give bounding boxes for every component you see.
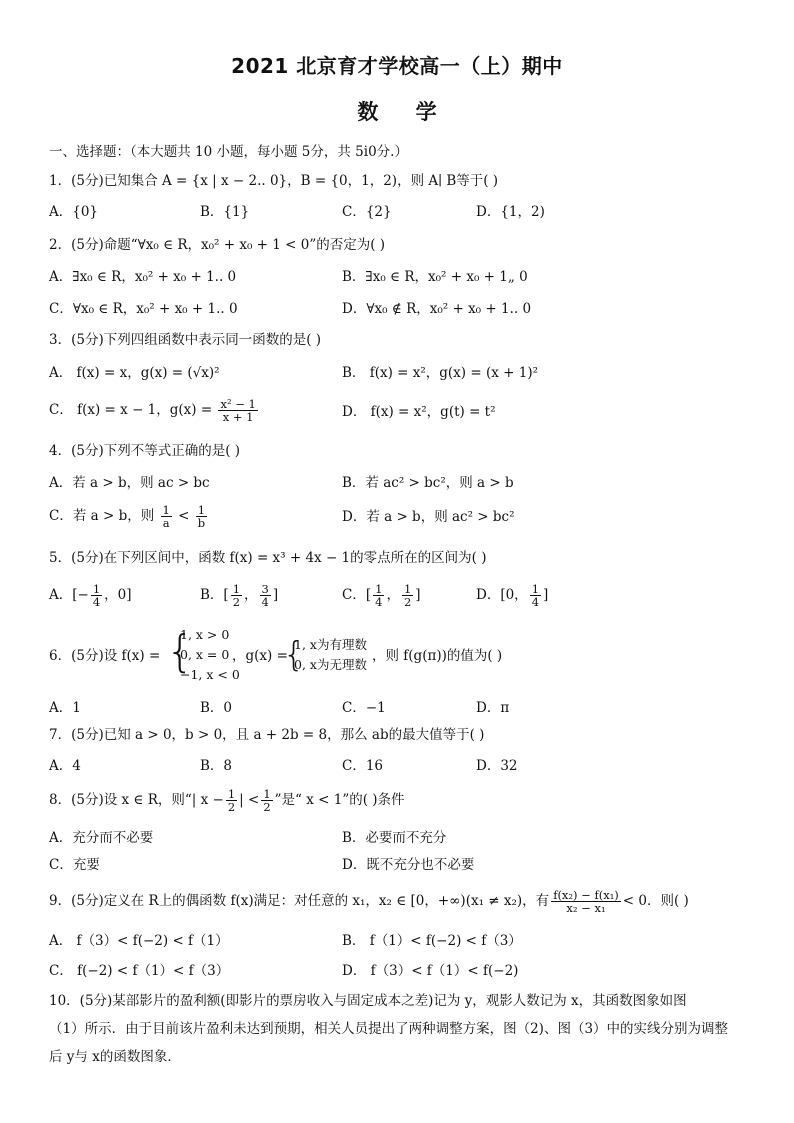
question-2-option-b: B．∃x₀ ∈ R，x₀² + x₀ + 1„ 0 — [342, 269, 528, 285]
question-8-option-c: C．充要 — [49, 857, 100, 873]
question-6-option-a: A．1 — [49, 700, 81, 716]
question-2-option-d: D．∀x₀ ∉ R，x₀² + x₀ + 1.. 0 — [342, 301, 532, 317]
fraction: $\frac{3}{4}$ — [261, 582, 269, 609]
question-9-option-d: D． f（3）< f（1）< f(−2) — [342, 963, 519, 979]
subject-heading: 数 学 — [357, 100, 437, 124]
question-4-option-c: C．若 a > b，则 $\frac{1}{a}$ < $\frac{1}{b}$ — [49, 503, 206, 530]
question-5-option-d: D．[0， $\frac{1}{4}$ ] — [476, 582, 549, 609]
question-4-option-d: D．若 a > b，则 ac² > bc² — [342, 509, 515, 525]
question-6-option-b: B．0 — [200, 700, 233, 716]
left-brace: { — [283, 635, 305, 675]
question-5-stem: 5．(5分)在下列区间中，函数 f(x) = x³ + 4x − 1的零点所在的区间为( ) — [49, 550, 487, 566]
question-9-option-b: B． f（1）< f(−2) < f（3） — [342, 933, 522, 949]
fraction: $\frac{1}{b}$ — [197, 503, 206, 530]
question-5-option-b: B．[ $\frac{1}{2}$ ， $\frac{3}{4}$ ] — [200, 582, 279, 609]
question-3-stem: 3．(5分)下列四组函数中表示同一函数的是( ) — [49, 332, 322, 348]
question-3-option-b: B． f(x) = x²，g(x) = (x + 1)² — [342, 365, 539, 381]
question-6-option-c: C．−1 — [342, 700, 386, 716]
question-6-option-d: D．π — [476, 700, 510, 716]
question-4-option-a: A．若 a > b，则 ac > bc — [49, 475, 210, 491]
question-10-line-3: 后 y与 x的函数图象． — [49, 1049, 181, 1065]
question-10-line-2: （1）所示．由于目前该片盈利未达到预期，相关人员提出了两种调整方案，图（2)、图（3）中的实线分别为调整 — [49, 1021, 729, 1037]
question-1-stem: 1．(5分)已知集合 A = {x | x − 2.. 0}，B = {0，1，2)，则 A∣ B等于( ) — [49, 173, 499, 189]
question-7-option-d: D．32 — [476, 758, 518, 774]
question-8-stem: 8．(5分)设 x ∈ R，则“| x − $\frac{1}{2}$ | < $\frac{1}{2}$ ”是“ x < 1”的( )条件 — [49, 787, 405, 814]
question-9-stem: 9．(5分)定义在 R上的偶函数 f(x)满足：对任意的 x₁，x₂ ∈ [0，+∞)(x₁ ≠ x₂)，有 $\frac{\text{f(x₂) − f(x₁)}}{\text{x₂ − x₁}}$ < 0．则( ) — [49, 888, 689, 915]
fraction: $\frac{1}{4}$ — [375, 582, 383, 609]
question-1-option-b: B．{1} — [200, 204, 250, 220]
question-4-stem: 4．(5分)下列不等式正确的是( ) — [49, 443, 241, 459]
fraction: $\frac{1}{4}$ — [531, 582, 540, 609]
question-6-suffix: ，则 f(g(π))的值为( ) — [372, 648, 503, 664]
question-2-option-a: A．∃x₀ ∈ R，x₀² + x₀ + 1.. 0 — [49, 269, 237, 285]
section-heading: 一、选择题：（本大题共 10 小题，每小题 5分，共 5i0分.） — [49, 144, 408, 160]
question-6-prefix: 6．(5分)设 f(x) = — [49, 648, 161, 664]
question-7-option-b: B．8 — [200, 758, 233, 774]
question-8-option-d: D．既不充分也不必要 — [342, 857, 475, 873]
question-7-option-c: C．16 — [342, 758, 384, 774]
question-2-option-c: C．∀x₀ ∈ R，x₀² + x₀ + 1.. 0 — [49, 301, 238, 317]
g-piecewise-cases: 1, x为有理数 0, x为无理数 — [294, 637, 367, 672]
question-9-option-c: C． f(−2) < f（1）< f（3） — [49, 963, 230, 979]
question-1-option-d: D．{1，2) — [476, 204, 545, 220]
question-4-option-b: B．若 ac² > bc²，则 a > b — [342, 475, 514, 491]
fraction: $\frac{1}{a}$ — [162, 503, 170, 530]
fraction: $\frac{1}{2}$ — [403, 582, 412, 609]
f-piecewise-cases: 1, x > 0 0, x = 0 −1, x < 0 — [180, 627, 240, 682]
question-5-option-a: A．[− $\frac{1}{4}$ ，0] — [49, 582, 132, 609]
question-3-option-c: C． f(x) = x − 1，g(x) = $\frac{\text{x² − 1}}{x + 1}$ — [49, 397, 256, 424]
question-10-line-1: 10．(5分)某部影片的盈利额(即影片的票房收入与固定成本之差)记为 y，观影人数记为 x，其函数图象如图 — [49, 993, 687, 1009]
g-label: ，g(x) = — [232, 648, 288, 664]
question-9-option-a: A． f（3）< f(−2) < f（1） — [49, 933, 229, 949]
fraction: $\frac{1}{2}$ — [263, 787, 271, 814]
question-2-stem: 2．(5分)命题“∀x₀ ∈ R，x₀² + x₀ + 1 < 0”的否定为( ) — [49, 237, 386, 253]
question-3-option-d: D． f(x) = x²，g(t) = t² — [342, 404, 496, 420]
question-8-option-a: A．充分而不必要 — [49, 830, 154, 846]
question-7-option-a: A．4 — [49, 758, 81, 774]
left-brace: { — [166, 626, 194, 677]
fraction: $\frac{1}{4}$ — [92, 582, 101, 609]
fraction: $\frac{1}{2}$ — [227, 787, 236, 814]
page-title: 2021 北京育才学校高一（上）期中 — [231, 54, 563, 78]
question-1-option-c: C．{2} — [342, 204, 392, 220]
fraction: $\frac{\text{x² − 1}}{x + 1}$ — [220, 397, 256, 424]
fraction: $\frac{1}{2}$ — [232, 582, 241, 609]
question-5-option-c: C．[ $\frac{1}{4}$ ， $\frac{1}{2}$ ] — [342, 582, 421, 609]
question-1-option-a: A．{0} — [49, 204, 99, 220]
question-3-option-a: A． f(x) = x，g(x) = (√x)² — [49, 365, 220, 381]
question-7-stem: 7．(5分)已知 a > 0，b > 0，且 a + 2b = 8，那么 ab的最大值等于( ) — [49, 727, 485, 743]
fraction: $\frac{\text{f(x₂) − f(x₁)}}{\text{x₂ − x₁}}$ — [553, 888, 619, 915]
question-8-option-b: B．必要而不充分 — [342, 830, 447, 846]
